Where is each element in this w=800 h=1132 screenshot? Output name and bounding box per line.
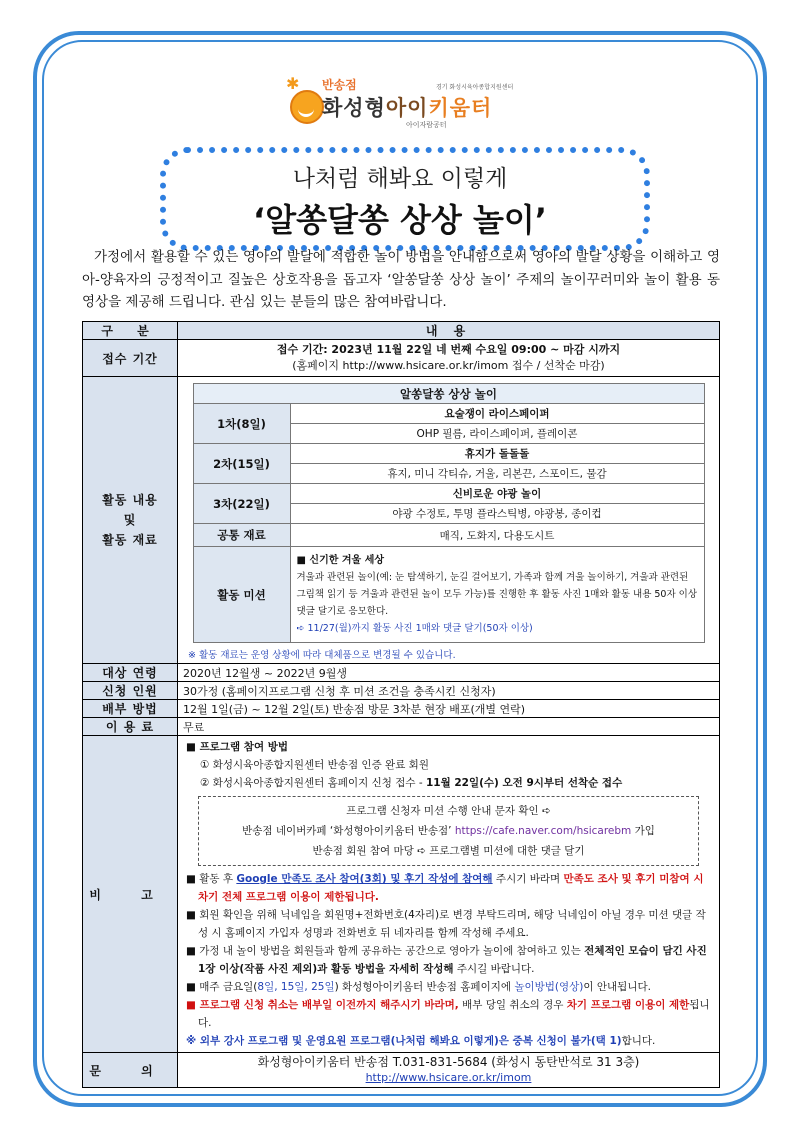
age-value: 2020년 12월생 ~ 2022년 9월생 [178, 664, 720, 682]
round-2-materials: 휴지, 미니 각티슈, 거울, 리본끈, 스포이드, 물감 [290, 464, 704, 484]
common-label: 공통 재료 [193, 524, 290, 547]
head-content: 내 용 [178, 322, 720, 340]
head-label: 구 분 [83, 322, 178, 340]
round-3-materials: 야광 수정토, 투명 플라스틱병, 야광봉, 종이컵 [290, 504, 704, 524]
logo-center-name: 경기 화성시육아종합지원센터 [436, 84, 514, 91]
distribution-value: 12월 1일(금) ~ 12월 2일(토) 반송점 방문 3차분 현장 배포(개별 연락) [178, 700, 720, 718]
round-3-title: 신비로운 야광 놀이 [290, 484, 704, 504]
age-label: 대상 연령 [83, 664, 178, 682]
mission-guide-box [198, 796, 699, 866]
guide-line-3: 반송점 회원 참여 마당 ➪ 프로그램별 미션에 대한 댓글 달기 [312, 845, 585, 857]
page-subtitle: 나처럼 해봐요 이렇게 [292, 166, 508, 192]
fee-label: 이 용 료 [83, 718, 178, 736]
contact-info: 화성형아이키움터 반송점 T.031-831-5684 (화성시 동탄반석로 31 3층) [257, 1055, 640, 1069]
activity-label-2: 및 [123, 513, 137, 527]
center-logo [286, 76, 516, 136]
remark-bullet-2: ■ 회원 확인을 위해 닉네임을 회원명+전화번호(4자리)로 변경 부탁드리며, 해당 닉네임이 아닐 경우 미션 댓글 작성 시 홈페이지 가입자 성명과 전화번호 뒤 네자리를 함께 작성해 주세요. [186, 909, 706, 939]
remark-bullet-5: ■ 프로그램 신청 취소는 배부일 이전까지 해주시기 바라며, 배부 당일 취소의 경우 차기 프로그램 이용이 제한됩니다. [186, 999, 710, 1029]
remark-bullet-3: ■ 가정 내 놀이 방법을 회원들과 함께 공유하는 공간으로 영아가 놀이에 참여하고 있는 전체적인 모습이 담긴 사진 1장 이상(작품 사진 제외)과 활동 방법을 자세히 작성해 주시길 바랍니다. [186, 945, 707, 975]
activity-inner-title: 알쏭달쏭 상상 놀이 [193, 384, 704, 404]
logo-branch: 반송점 [322, 78, 357, 92]
method-title: ■ 프로그램 참여 방법 [186, 741, 289, 753]
contact-label: 문 의 [83, 1053, 178, 1088]
reception-link[interactable]: (홈페이지 http://www.hsicare.or.kr/imom 접수 / 선착순 마감) [292, 359, 605, 372]
activity-note: ※ 활동 재료는 운영 상황에 따라 대체품으로 변경될 수 있습니다. [188, 650, 456, 661]
intro-paragraph: 가정에서 활용할 수 있는 영아의 발달에 적합한 놀이 방법을 안내함으로써 영아의 발달 상황을 이해하고 영아-양육자의 긍정적이고 질높은 상호작용을 돕고자 ‘알쏭달쏭 상상 놀이’ 주제의 놀이꾸러미와 놀이 활용 동영상을 제공해 드립니다. 관심 있는 분들의 많은 참여바랍니다. [82, 249, 720, 310]
info-table [82, 321, 720, 1088]
round-3-label: 3차(22일) [193, 484, 290, 524]
mission-title: ■ 신기한 겨울 세상 [296, 555, 385, 566]
fee-value: 무료 [178, 718, 720, 736]
common-materials: 매직, 도화지, 다용도시트 [290, 524, 704, 547]
round-2-title: 휴지가 돌돌돌 [290, 444, 704, 464]
activity-label-1: 활동 내용 [102, 493, 158, 507]
round-2-label: 2차(15일) [193, 444, 290, 484]
method-step-2: ② 화성시육아종합지원센터 홈페이지 신청 접수 - 11월 22일(수) 오전 9시부터 선착순 접수 [200, 777, 623, 789]
contact-link[interactable]: http://www.hsicare.or.kr/imom [365, 1071, 532, 1084]
count-label: 신청 인원 [83, 682, 178, 700]
smile-face-icon [290, 90, 324, 124]
star-icon: ✱ [286, 74, 300, 93]
activity-inner-table [193, 383, 705, 643]
remark-note: ※ 외부 강사 프로그램 및 운영요원 프로그램(나처럼 해봐요 이렇게)은 중복 신청이 불가(택 1)합니다. [186, 1035, 656, 1047]
mission-label: 활동 미션 [193, 547, 290, 643]
count-value: 30가정 (홈페이지프로그램 신청 후 미션 조건을 충족시킨 신청자) [178, 682, 720, 700]
cafe-link[interactable]: https://cafe.naver.com/hsicarebm [454, 825, 632, 837]
reception-label: 접수 기간 [83, 340, 178, 377]
reception-period: 접수 기간: 2023년 11월 22일 네 번째 수요일 09:00 ~ 마감 시까지 [276, 343, 621, 356]
mission-deadline: ➪ 11/27(월)까지 활동 사진 1매와 댓글 달기(50자 이상) [296, 623, 533, 634]
mission-text: 겨울과 관련된 놀이(예: 눈 탐색하기, 눈길 걸어보기, 가족과 함께 겨울 놀이하기, 겨울과 관련된 그림책 읽기 등 겨울과 관련된 놀이 모두 가능)를 진행한 후 활동 사진 1매와 활동 내용 50자 이상 댓글 달기로 응모한다. [296, 572, 698, 617]
round-1-materials: OHP 필름, 라이스페이퍼, 플레이콘 [290, 424, 704, 444]
remark-bullet-1: ■ 활동 후 Google 만족도 조사 참여(3회) 및 후기 작성에 참여해 주시기 바라며 만족도 조사 및 후기 미참여 시 차기 전체 프로그램 이용이 제한됩니다. [186, 873, 704, 903]
guide-line-1: 프로그램 신청자 미션 수행 안내 문자 확인 ➪ [346, 805, 551, 817]
page-title: ‘알쏭달쏭 상상 놀이’ [253, 201, 547, 239]
remark-bullet-4: ■ 매주 금요일(8일, 15일, 25일) 화성형아이키움터 반송점 홈페이지에 놀이방법(영상)이 안내됩니다. [186, 981, 651, 993]
logo-name: 화성형아이키움터 [322, 96, 493, 120]
round-1-label: 1차(8일) [193, 404, 290, 444]
guide-line-2: 반송점 네이버카페 ‘화성형아이키움터 반송점’ https://cafe.naver.com/hsicarebm 가입 [242, 825, 655, 837]
round-1-title: 요술쟁이 라이스페이퍼 [290, 404, 704, 424]
activity-label-3: 활동 재료 [102, 533, 158, 547]
method-step-1: ① 화성시육아종합지원센터 반송점 인증 완료 회원 [200, 759, 429, 771]
logo-sub: 아이자람공터 [406, 121, 447, 129]
distribution-label: 배부 방법 [83, 700, 178, 718]
remarks-label: 비 고 [83, 736, 178, 1053]
